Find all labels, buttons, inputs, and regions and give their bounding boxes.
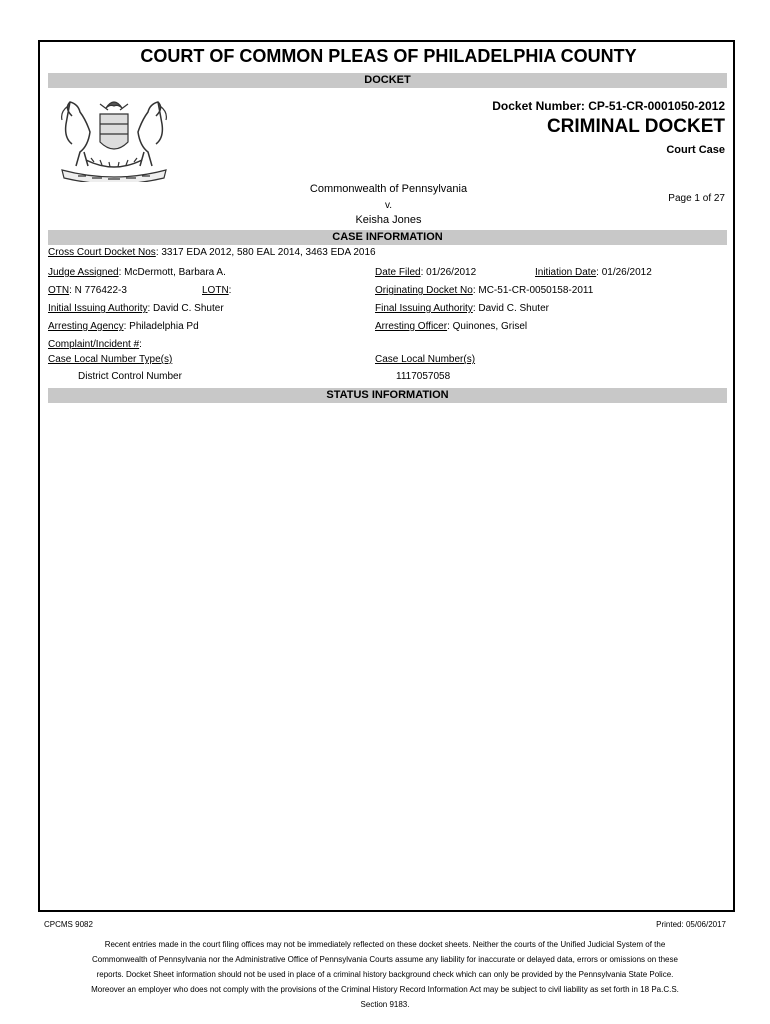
arresting-agency-value: : Philadelphia Pd xyxy=(123,321,199,332)
initiation-row xyxy=(535,267,652,278)
printed-date: Printed: 05/06/2017 xyxy=(656,920,726,929)
initial-authority-row xyxy=(48,303,224,314)
cross-court-value: : 3317 EDA 2012, 580 EAL 2014, 3463 EDA 2016 xyxy=(155,247,376,258)
final-authority-label: Final Issuing Authority xyxy=(375,303,473,314)
judge-value: : McDermott, Barbara A. xyxy=(118,267,226,278)
docket-frame xyxy=(38,40,735,912)
case-type: Court Case xyxy=(666,144,725,156)
originating-value: : MC-51-CR-0050158-2011 xyxy=(472,285,594,296)
judge-row xyxy=(48,267,226,278)
date-filed-label: Date Filed xyxy=(375,267,421,278)
arresting-officer-row xyxy=(375,321,527,332)
arresting-agency-label: Arresting Agency xyxy=(48,321,124,332)
status-information-bar: STATUS INFORMATION xyxy=(48,388,727,403)
originating-row xyxy=(375,285,593,296)
final-authority-value: : David C. Shuter xyxy=(472,303,549,314)
form-id: CPCMS 9082 xyxy=(44,920,93,929)
local-number-value: 1117057058 xyxy=(396,371,451,382)
otn-row xyxy=(48,285,127,296)
date-filed-row xyxy=(375,267,476,278)
local-type-value: District Control Number xyxy=(78,371,182,382)
local-type-label: Case Local Number Type(s) xyxy=(48,354,173,365)
arresting-agency-row xyxy=(48,321,199,332)
versus: v. xyxy=(384,200,393,211)
lotn-row xyxy=(202,285,231,296)
arresting-officer-label: Arresting Officer xyxy=(375,321,448,332)
complaint-label: Complaint/Incident # xyxy=(48,339,140,350)
otn-label: OTN xyxy=(48,285,70,296)
case-information-bar: CASE INFORMATION xyxy=(48,230,727,245)
initiation-value: : 01/26/2012 xyxy=(596,267,652,278)
final-authority-row xyxy=(375,303,549,314)
complaint-value: : xyxy=(139,339,142,350)
court-title: COURT OF COMMON PLEAS OF PHILADELPHIA COUNTY xyxy=(140,46,637,66)
local-number-label: Case Local Number(s) xyxy=(375,354,476,365)
plaintiff: Commonwealth of Pennsylvania xyxy=(309,183,468,195)
otn-value: : N 776422-3 xyxy=(69,285,127,296)
defendant: Keisha Jones xyxy=(355,214,422,226)
initial-authority-value: : David C. Shuter xyxy=(147,303,224,314)
pennsylvania-seal-icon xyxy=(50,94,178,182)
lotn-value: : xyxy=(228,285,232,296)
complaint-row xyxy=(48,339,142,350)
originating-label: Originating Docket No xyxy=(375,285,473,296)
lotn-label: LOTN xyxy=(202,285,229,296)
disclaimer: Recent entries made in the court filing offices may not be immediately reflected on these docket sheets. Neither the courts of the Unified Judicial System of the Commonwealth of Pennsylvania nor the Administrative Office of Pennsylvania Courts assume any liability for inaccurate or delayed data, errors or omissions on these reports. Docket Sheet information should not be used in place of a criminal history background check which can only be provided by the Pennsylvania State Police. Moreover an employer who does not comply with the provisions of the Criminal History Record Information Act may be subject to civil liability as set forth in 18 Pa.C.S. Section 9183. xyxy=(91,940,679,1009)
page-number: Page 1 of 27 xyxy=(668,193,725,204)
cross-court-label: Cross Court Docket Nos xyxy=(48,247,156,258)
initiation-label: Initiation Date xyxy=(535,267,597,278)
docket-bar: DOCKET xyxy=(48,73,727,88)
cross-court-row xyxy=(48,247,376,258)
docket-type: CRIMINAL DOCKET xyxy=(546,116,725,137)
initial-authority-label: Initial Issuing Authority xyxy=(48,303,148,314)
arresting-officer-value: : Quinones, Grisel xyxy=(447,321,528,332)
judge-label: Judge Assigned xyxy=(48,267,119,278)
date-filed-value: : 01/26/2012 xyxy=(420,267,477,278)
docket-number: Docket Number: CP-51-CR-0001050-2012 xyxy=(492,99,725,113)
